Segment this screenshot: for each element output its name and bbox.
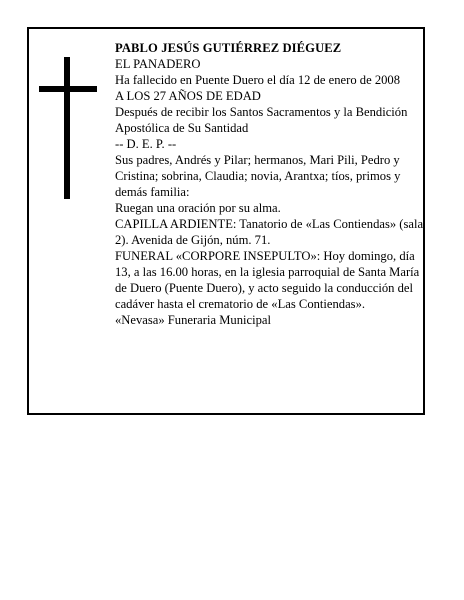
funeral-info: FUNERAL «CORPORE INSEPULTO»: Hoy domingo, día 13, a las 16.00 horas, en la iglesia parroquial de Santa María de Duero (Puente Duero), y acto seguido la conducción del cadáver hasta el crematorio de «Las Contiendas». [115, 249, 420, 311]
death-announcement: Ha fallecido en Puente Duero el día 12 de enero de 2008 [115, 73, 401, 87]
obituary-notice [27, 27, 425, 415]
rest-in-peace: -- D. E. P. -- [115, 137, 177, 151]
funeral-home: «Nevasa» Funeraria Municipal [115, 313, 271, 327]
deceased-name: PABLO JESÚS GUTIÉRREZ DIÉGUEZ [115, 41, 342, 55]
latin-cross-icon [39, 57, 99, 199]
chapel-info: CAPILLA ARDIENTE: Tanatorio de «Las Contiendas» (sala 2). Avenida de Gijón, núm. 71. [115, 217, 424, 247]
deceased-age: A LOS 27 AÑOS DE EDAD [115, 89, 261, 103]
prayer-request: Ruegan una oración por su alma. [115, 201, 281, 215]
family-list: Sus padres, Andrés y Pilar; hermanos, Mari Pili, Pedro y Cristina; sobrina, Claudia; novia, Arantxa; tíos, primos y demás familia: [115, 153, 401, 199]
deceased-nickname: EL PANADERO [115, 57, 201, 71]
cross-vertical-bar [64, 57, 70, 199]
obituary-text [115, 40, 425, 328]
cross-horizontal-bar [39, 86, 97, 92]
sacraments-text: Después de recibir los Santos Sacramentos y la Bendición Apostólica de Su Santidad [115, 105, 408, 135]
